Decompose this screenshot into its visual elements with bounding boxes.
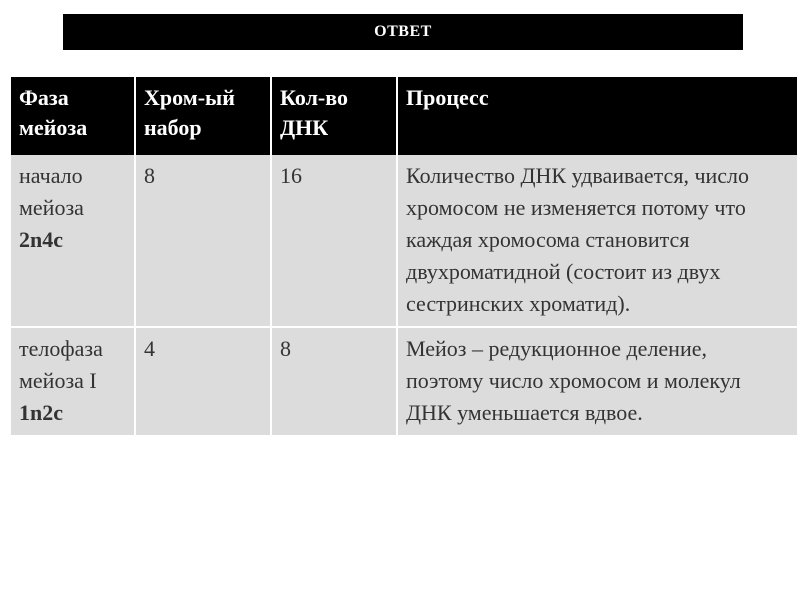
dna-count-cell: 16 (271, 155, 397, 327)
column-header-phase: Фаза мейоза (11, 77, 135, 155)
table-header-row (11, 77, 797, 155)
process-cell: Количество ДНК удваивается, число хромосом не изменяется потому что каждая хромосома становится двухроматидной (состоит из двух сестринских хроматид). (397, 155, 797, 327)
phase-cell (11, 155, 135, 327)
process-cell: Мейоз – редукционное деление, поэтому число хромосом и молекул ДНК уменьшается вдвое. (397, 327, 797, 435)
phase-cell (11, 327, 135, 435)
answer-title: ОТВЕТ (374, 23, 432, 40)
ploidy-formula: 2n4c (19, 227, 63, 252)
dna-count-cell: 8 (271, 327, 397, 435)
column-header-chromosome-set: Хром-ый набор (135, 77, 271, 155)
chromosome-set-cell: 8 (135, 155, 271, 327)
column-header-process: Процесс (397, 77, 797, 155)
table-row (11, 155, 797, 327)
answer-title-bar (63, 14, 743, 50)
column-header-dna-count: Кол-во ДНК (271, 77, 397, 155)
table-row (11, 327, 797, 435)
ploidy-formula: 1n2c (19, 400, 63, 425)
phase-name: начало мейоза (19, 163, 84, 220)
meiosis-table (11, 77, 797, 435)
phase-name: телофаза мейоза I (19, 336, 103, 393)
chromosome-set-cell: 4 (135, 327, 271, 435)
